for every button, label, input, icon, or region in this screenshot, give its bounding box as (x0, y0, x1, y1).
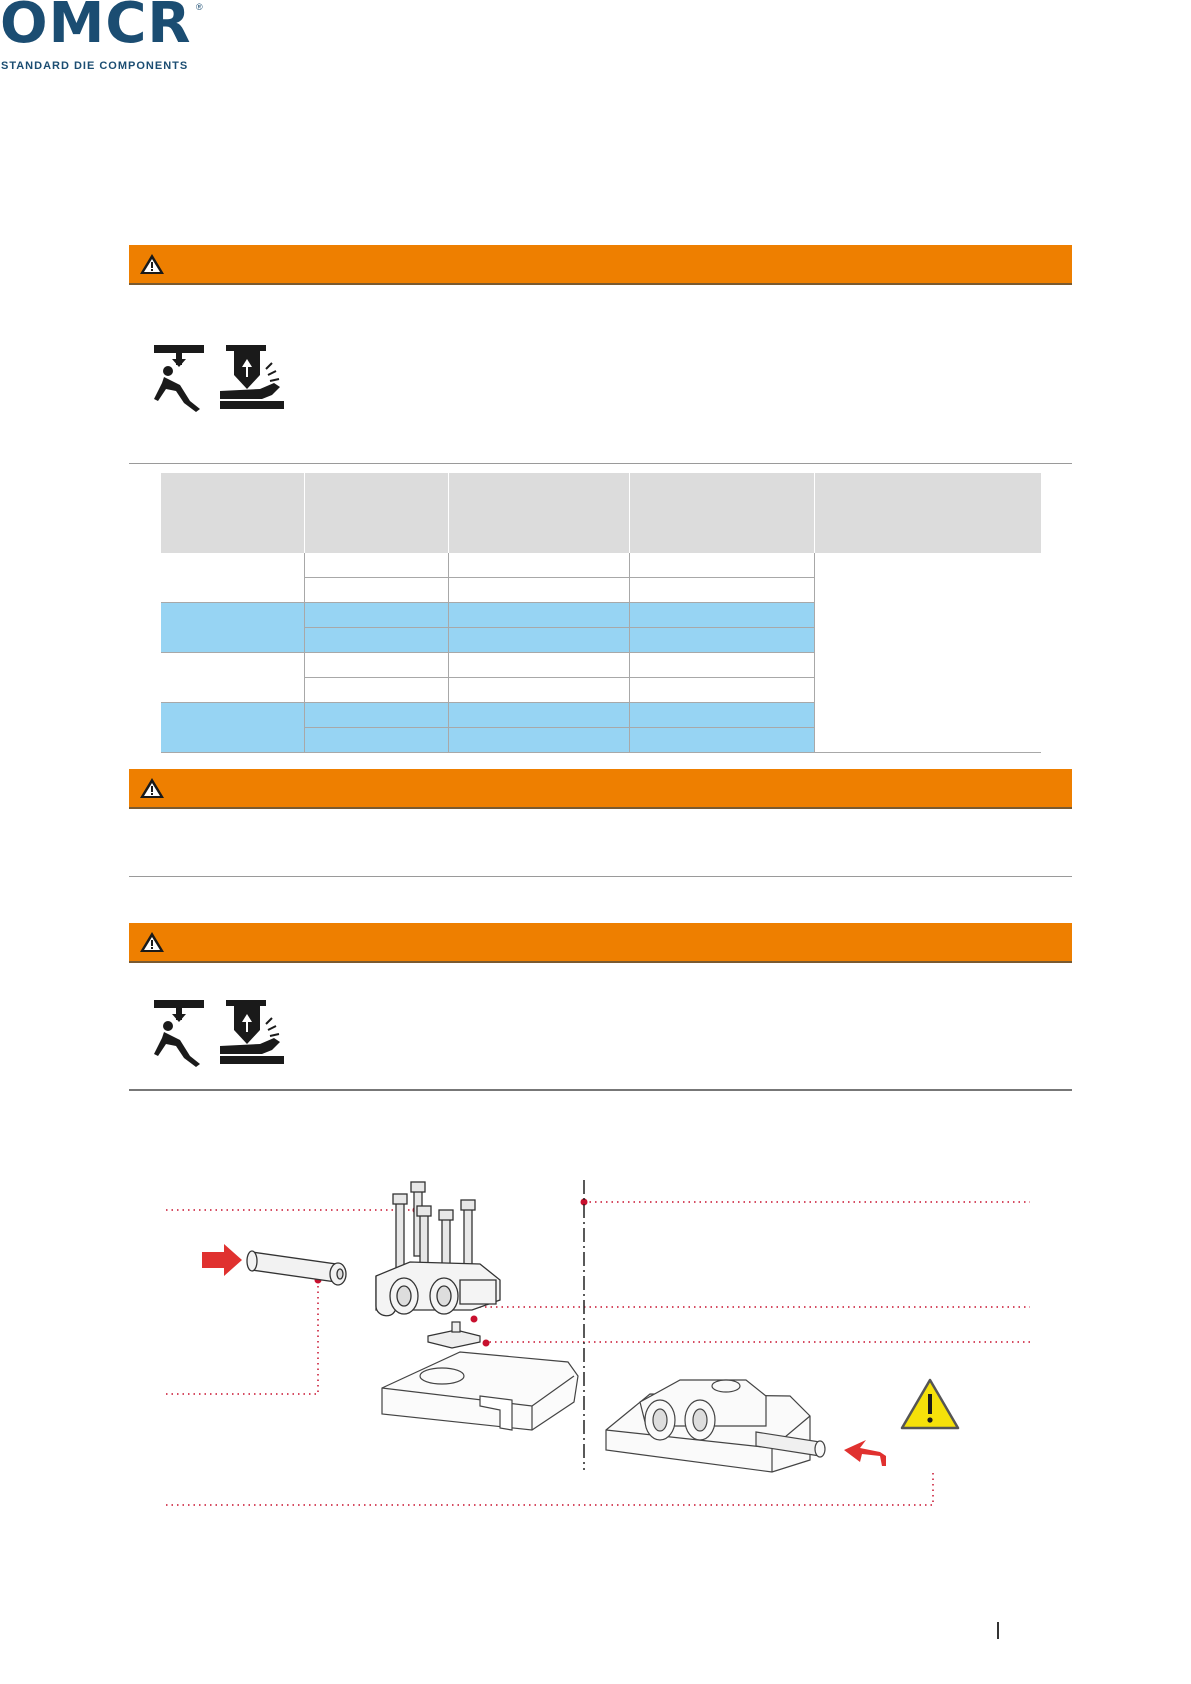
table-group-cell (161, 553, 304, 603)
assembled-unit (606, 1380, 825, 1472)
omcr-logo (0, 0, 203, 80)
hazard-icons-1 (150, 345, 288, 413)
table-cell (629, 553, 814, 578)
table-cell (448, 678, 629, 703)
caution-sign-icon (902, 1380, 958, 1428)
section-divider-2 (129, 876, 1072, 877)
table-header-cell (814, 473, 1041, 553)
leader-pin (166, 1280, 318, 1394)
table-cell (448, 628, 629, 653)
warning-triangle-icon (139, 253, 165, 275)
table-cell (304, 603, 448, 628)
table-header-cell (629, 473, 814, 553)
table-cell (304, 728, 448, 753)
push-arrow-icon (202, 1244, 242, 1276)
cam-housing (376, 1262, 500, 1316)
table-row (161, 553, 1041, 578)
table-cell (448, 603, 629, 628)
table-merged-cell (814, 553, 1041, 753)
warning-triangle-icon (139, 931, 165, 953)
hazard-icons-2 (150, 1000, 288, 1068)
table-header-cell (304, 473, 448, 553)
leader-bottom (166, 1470, 933, 1505)
logo-registered-mark: ® (196, 2, 203, 12)
table-group-cell (161, 603, 304, 653)
table-cell (304, 703, 448, 728)
table-cell (448, 653, 629, 678)
table-cell (629, 653, 814, 678)
table-header-cell (448, 473, 629, 553)
warning-banner-3 (129, 923, 1072, 963)
warning-banner-2 (129, 769, 1072, 809)
spec-table (161, 473, 1041, 753)
hand-crush-hazard-icon (220, 1000, 284, 1064)
base-plate (382, 1352, 578, 1430)
falling-load-hazard-icon (154, 1000, 204, 1067)
table-cell (304, 678, 448, 703)
table-cell (629, 578, 814, 603)
callout-leaders (166, 1202, 1030, 1505)
hand-crush-hazard-icon (220, 345, 284, 409)
table-cell (629, 628, 814, 653)
table-cell (448, 703, 629, 728)
table-cell (448, 578, 629, 603)
table-header-row (161, 473, 1041, 553)
warning-banner-1 (129, 245, 1072, 285)
table-cell (629, 603, 814, 628)
page-number-marker (997, 1622, 999, 1639)
guide-pin (247, 1251, 346, 1285)
table-group-cell (161, 703, 304, 753)
table-cell (629, 678, 814, 703)
section-divider-1 (129, 463, 1072, 464)
table-cell (629, 728, 814, 753)
section-divider-3 (129, 1089, 1072, 1091)
table-cell (304, 653, 448, 678)
push-arrow-icon (844, 1440, 886, 1466)
assembly-diagram (160, 1180, 1040, 1520)
table-header-cell (161, 473, 304, 553)
logo-wordmark: OMCR (0, 0, 192, 56)
falling-load-hazard-icon (154, 345, 204, 412)
table-cell (304, 628, 448, 653)
warning-triangle-icon (139, 777, 165, 799)
table-cell (448, 728, 629, 753)
table-cell (448, 553, 629, 578)
table-cell (304, 578, 448, 603)
table-cell (629, 703, 814, 728)
table-cell (304, 553, 448, 578)
logo-tagline: STANDARD DIE COMPONENTS (1, 60, 189, 72)
table-group-cell (161, 653, 304, 703)
key-part (428, 1322, 480, 1348)
